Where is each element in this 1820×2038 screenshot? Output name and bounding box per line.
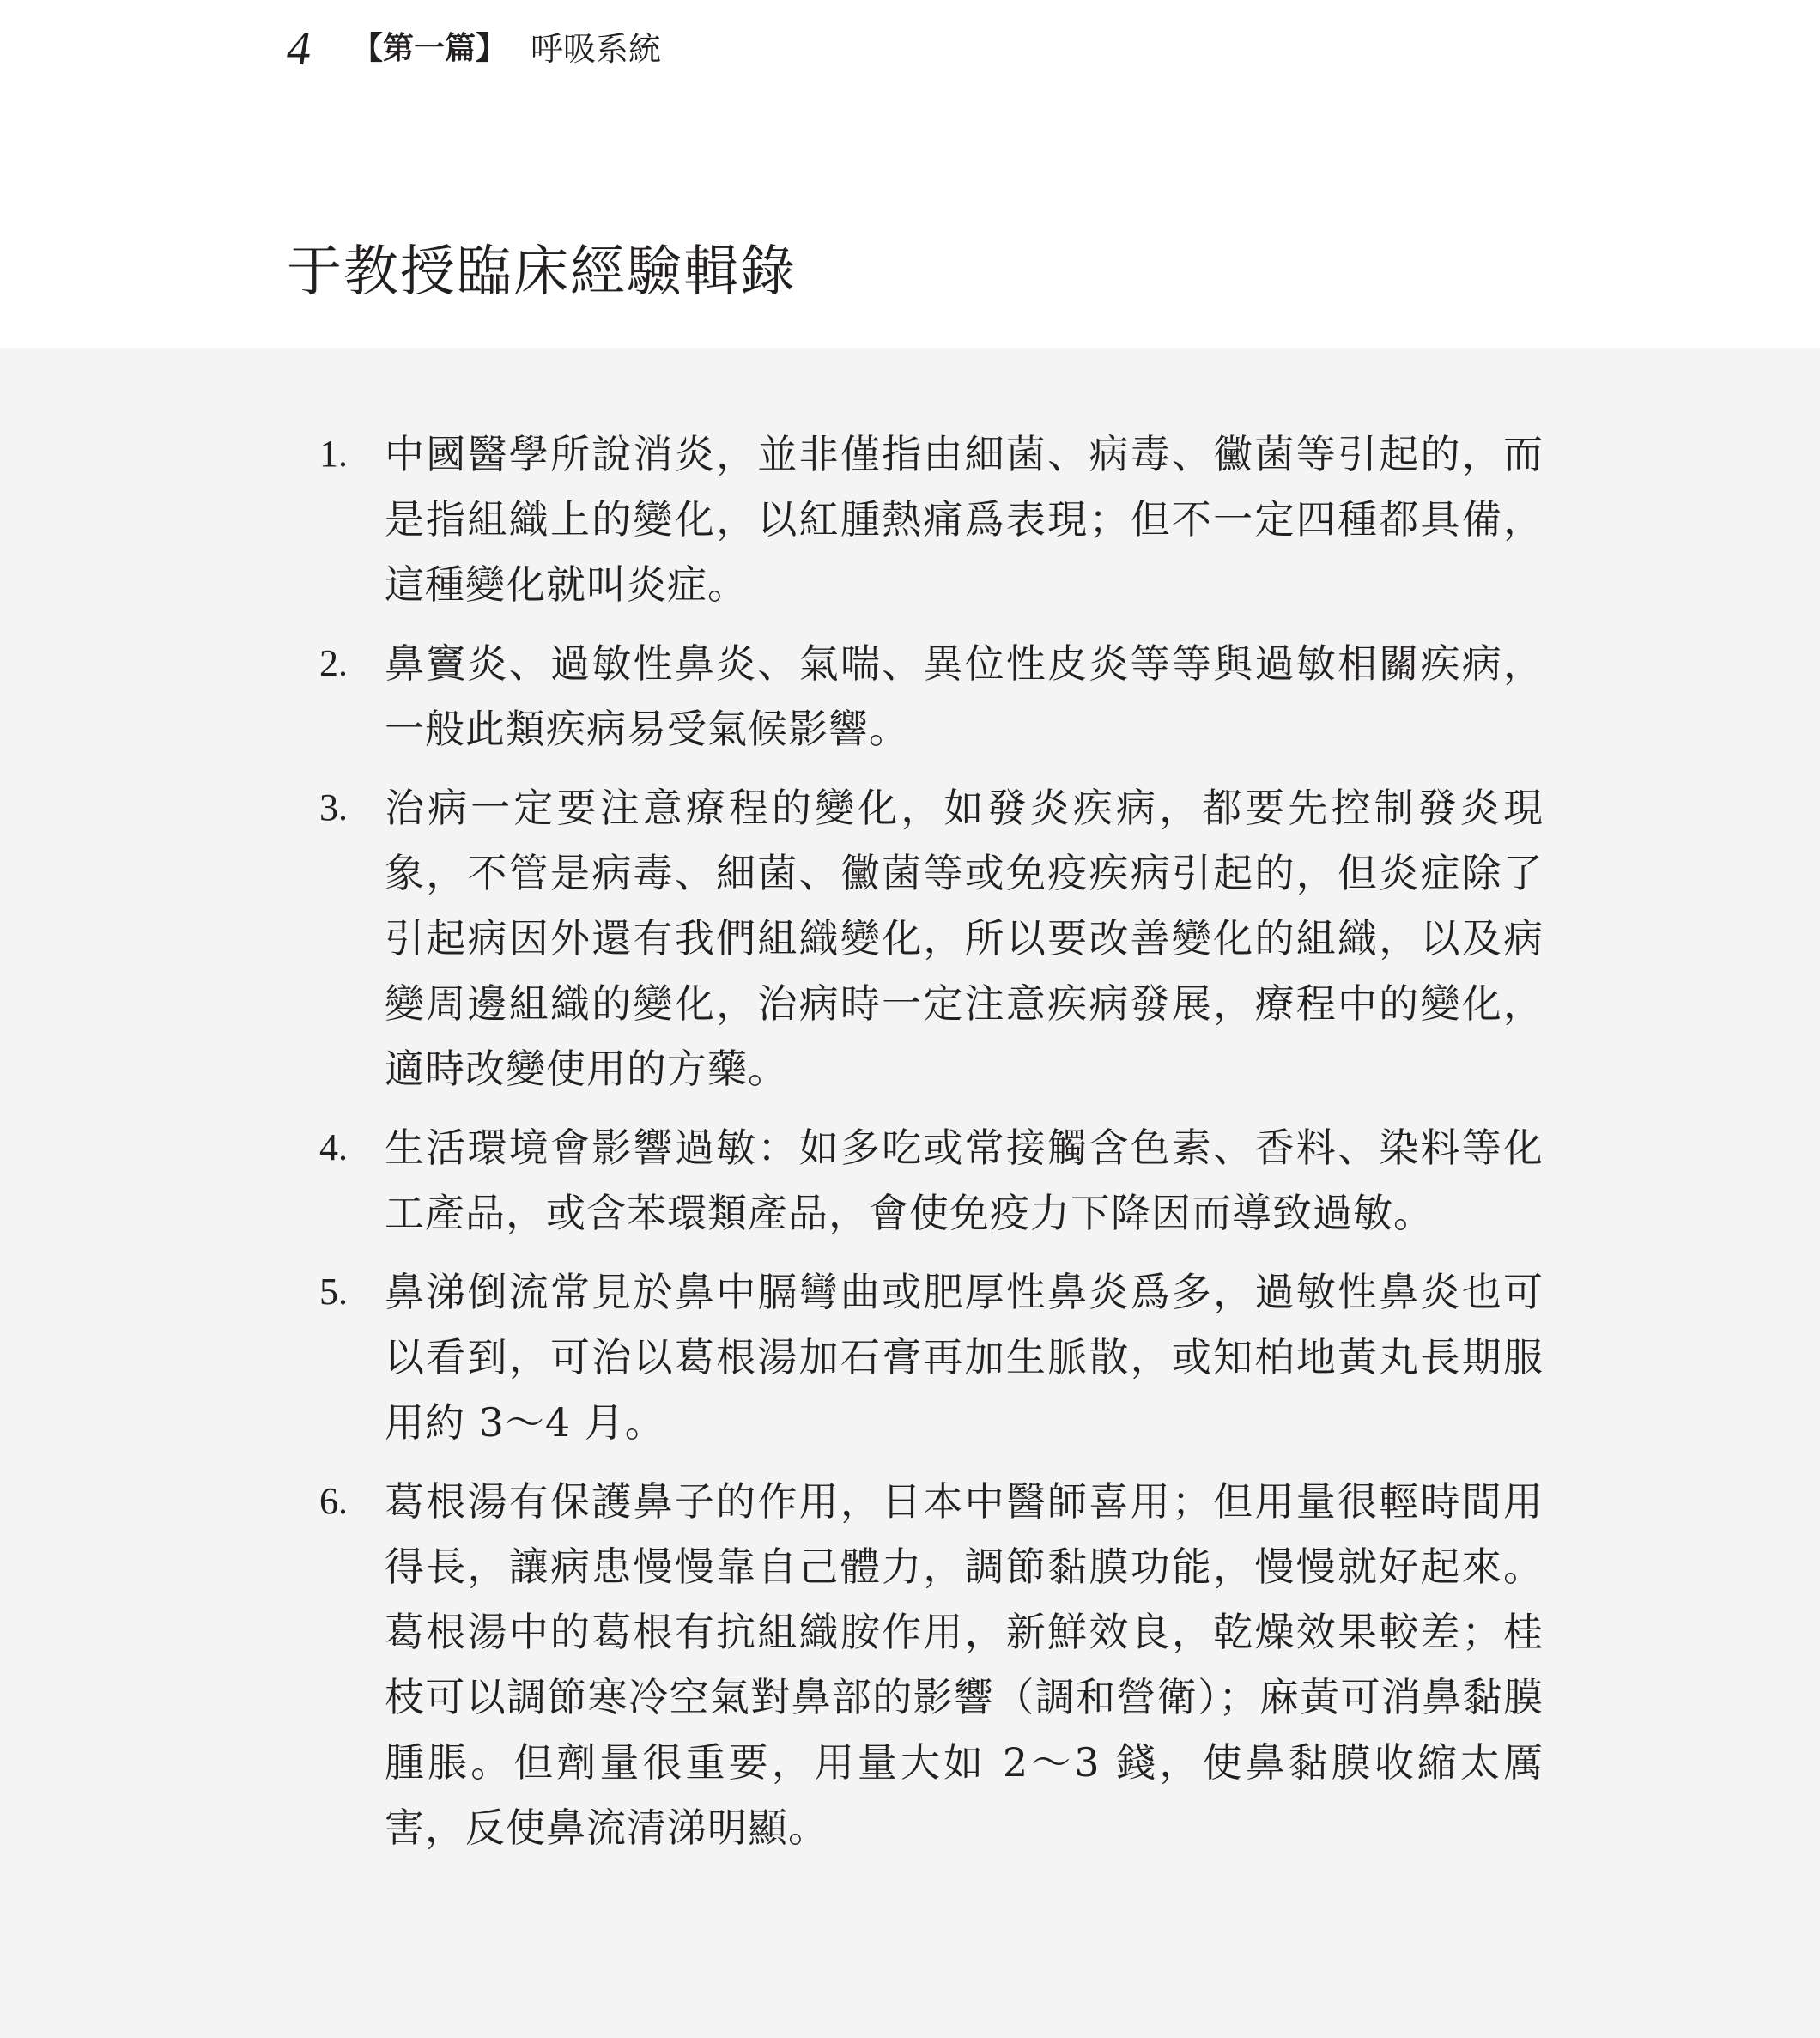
list-item (0, 1115, 1820, 1246)
experience-list (0, 422, 1820, 1874)
list-item (0, 775, 1820, 1101)
item-number: 1. (319, 433, 348, 475)
page-number: 4 (287, 22, 311, 76)
item-number: 3. (319, 786, 348, 828)
list-item (0, 631, 1820, 761)
item-text: 生活環境會影響過敏：如多吃或常接觸含色素、香料、染料等化工產品，或含苯環類產品，會使免疫力下降因而導致過敏。 (385, 1125, 1544, 1236)
running-header (287, 19, 661, 79)
item-number: 4. (319, 1126, 348, 1168)
item-text: 鼻涕倒流常見於鼻中膈彎曲或肥厚性鼻炎爲多，過敏性鼻炎也可以看到，可治以葛根湯加石膏再加生脈散，或知柏地黃丸長期服用約 3～4 月。 (385, 1269, 1544, 1446)
item-number: 2. (319, 642, 348, 684)
list-item (0, 1259, 1820, 1455)
item-text: 葛根湯有保護鼻子的作用，日本中醫師喜用；但用量很輕時間用得長，讓病患慢慢靠自己體力，調節黏膜功能，慢慢就好起來。葛根湯中的葛根有抗組織胺作用，新鮮效良，乾燥效果較差；桂枝可以調節寒冷空氣對鼻部的影響（調和營衛）；麻黃可消鼻黏膜腫脹。但劑量很重要，用量大如 2～3 錢，使鼻黏膜收縮太厲害，反使鼻流清涕明顯。 (385, 1478, 1544, 1851)
chapter-title: 呼吸系統 (531, 30, 662, 68)
list-item (0, 422, 1820, 617)
item-number: 6. (319, 1480, 348, 1522)
list-item (0, 1469, 1820, 1860)
item-text: 中國醫學所說消炎，並非僅指由細菌、病毒、黴菌等引起的，而是指組織上的變化，以紅腫熱痛爲表現；但不一定四種都具備，這種變化就叫炎症。 (385, 431, 1544, 608)
item-number: 5. (319, 1271, 348, 1313)
item-text: 治病一定要注意療程的變化，如發炎疾病，都要先控制發炎現象，不管是病毒、細菌、黴菌等或免疫疾病引起的，但炎症除了引起病因外還有我們組織變化，所以要改善變化的組織，以及病變周邊組織的變化，治病時一定注意疾病發展，療程中的變化，適時改變使用的方藥。 (385, 785, 1544, 1092)
item-text: 鼻竇炎、過敏性鼻炎、氣喘、異位性皮炎等等與過敏相關疾病，一般此類疾病易受氣候影響。 (385, 640, 1544, 752)
section-title: 于教授臨床經驗輯錄 (287, 240, 797, 304)
content-panel (0, 348, 1820, 2038)
chapter-part-label: 【第一篇】 (352, 31, 507, 66)
